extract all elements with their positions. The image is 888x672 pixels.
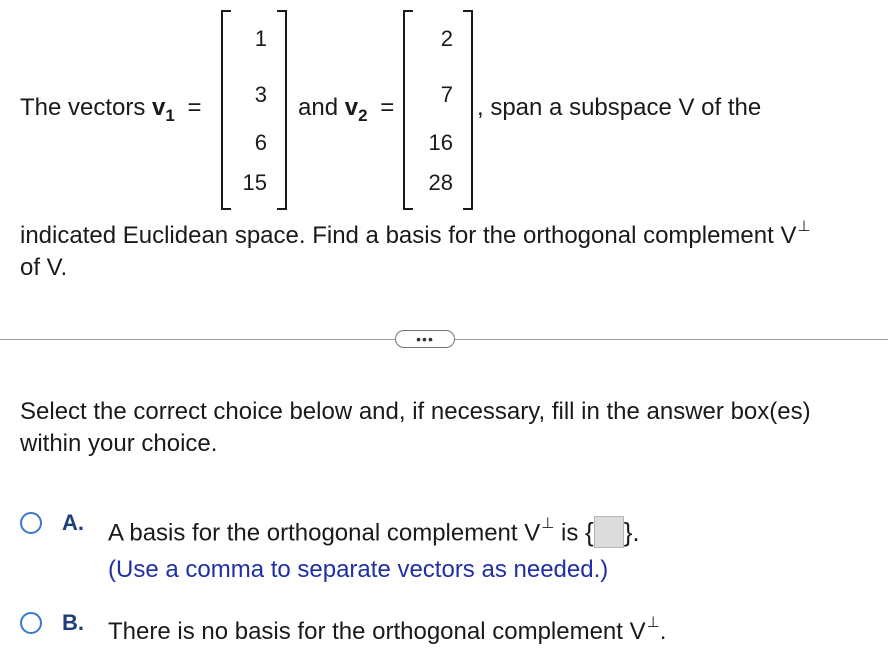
v2-entry: 28 bbox=[428, 170, 453, 195]
v1-label: v bbox=[152, 94, 166, 121]
question-line-1 bbox=[20, 94, 202, 124]
v2-label: v bbox=[344, 94, 359, 121]
option-a-statement: A basis for the orthogonal complement V bbox=[108, 519, 541, 547]
option-a-radio[interactable] bbox=[20, 512, 42, 534]
equals-sign-1: = bbox=[187, 94, 202, 121]
perp-symbol: ⊥ bbox=[646, 614, 660, 631]
instructions-line-1: Select the correct choice below and, if necessary, fill in the answer box(es) bbox=[20, 398, 811, 425]
question-line-2 bbox=[20, 218, 811, 253]
option-a-is: is bbox=[554, 519, 585, 547]
option-a-hint: (Use a comma to separate vectors as needed.) bbox=[108, 556, 609, 583]
and-text: and bbox=[298, 94, 345, 121]
option-a-letter: A. bbox=[62, 510, 84, 535]
option-b-radio[interactable] bbox=[20, 612, 42, 634]
close-brace: }. bbox=[623, 517, 640, 547]
more-options-button[interactable] bbox=[395, 330, 455, 348]
v2-subscript: 2 bbox=[358, 106, 368, 125]
question-suffix: , span a subspace V of the bbox=[477, 94, 762, 121]
option-b-period: . bbox=[659, 618, 667, 645]
perp-symbol: ⊥ bbox=[541, 515, 555, 533]
right-bracket bbox=[463, 10, 473, 210]
option-b-statement: There is no basis for the orthogonal complement V bbox=[108, 618, 646, 645]
equals-sign-2: = bbox=[380, 94, 395, 121]
question-line-2-text: indicated Euclidean space. Find a basis for the orthogonal complement V bbox=[20, 222, 797, 249]
v1-entry: 3 bbox=[254, 82, 267, 107]
open-brace: { bbox=[585, 517, 594, 547]
question-line-3: of V. bbox=[20, 254, 68, 281]
question-prefix: The vectors bbox=[20, 94, 153, 121]
v1-entry: 6 bbox=[254, 130, 267, 155]
v1-entry: 1 bbox=[254, 26, 267, 51]
vector-v2-matrix bbox=[403, 10, 473, 210]
v2-entry: 16 bbox=[428, 130, 453, 155]
v2-entry: 2 bbox=[440, 26, 453, 51]
option-b-letter: B. bbox=[62, 610, 84, 635]
perp-symbol: ⊥ bbox=[797, 218, 811, 235]
option-b-text[interactable] bbox=[108, 614, 667, 649]
vector-v1-matrix bbox=[221, 10, 287, 210]
right-bracket bbox=[277, 10, 287, 210]
instructions-line-2: within your choice. bbox=[20, 430, 218, 457]
and-v2-label bbox=[298, 94, 394, 124]
answer-input-box[interactable] bbox=[594, 516, 624, 548]
ellipsis-icon: ••• bbox=[416, 331, 434, 347]
option-a-text[interactable] bbox=[108, 515, 640, 550]
v1-subscript: 1 bbox=[165, 106, 175, 125]
v1-entry: 15 bbox=[242, 170, 267, 195]
v2-entry: 7 bbox=[440, 82, 453, 107]
